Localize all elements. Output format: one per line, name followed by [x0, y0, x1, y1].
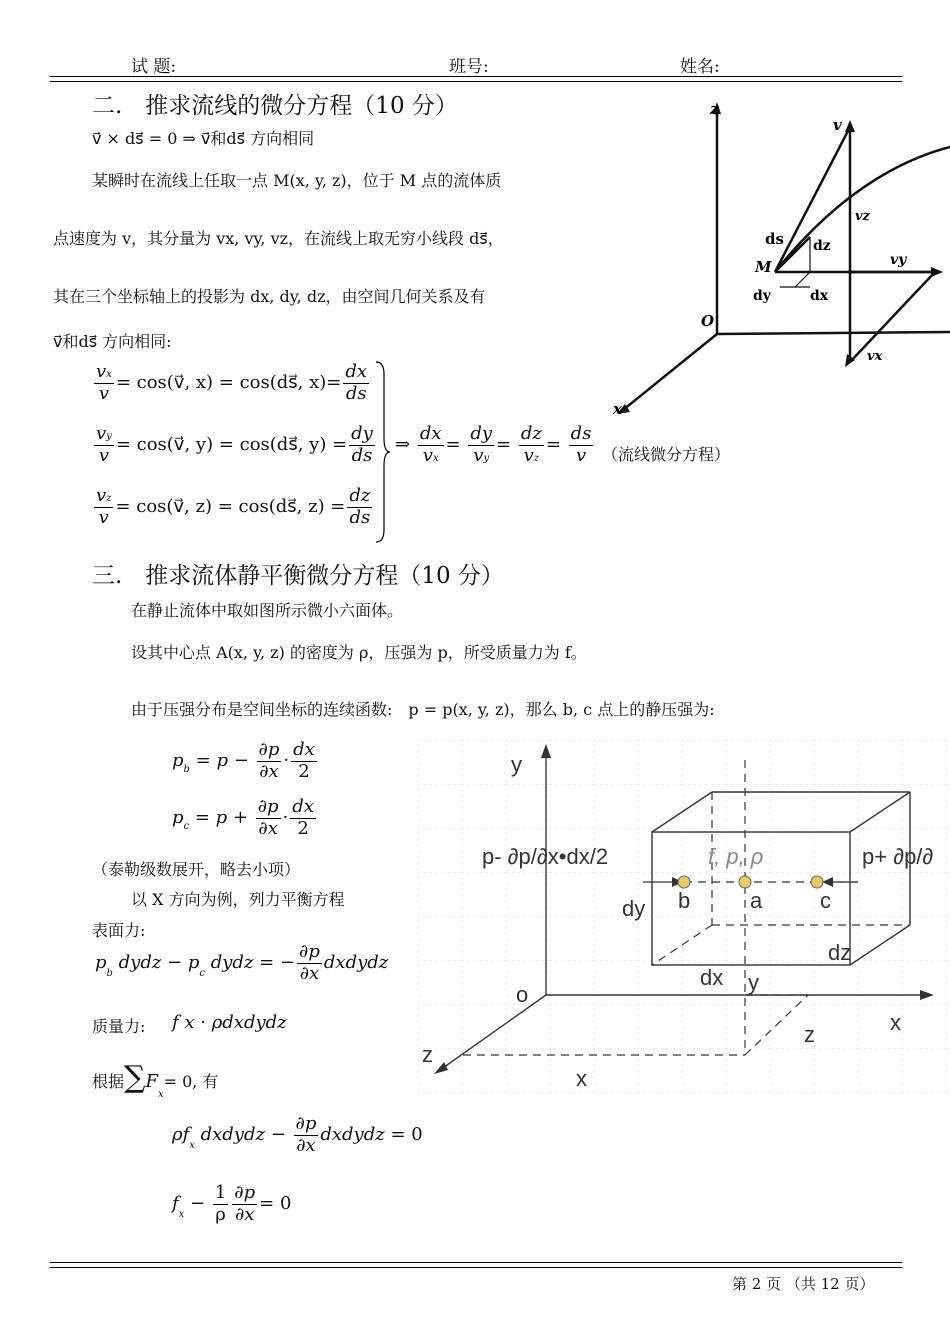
hexahedron-diagram — [418, 740, 950, 1095]
equation-z: $\frac{vz}{v}$ = cos(v⃗, z) = cos(ds⃗, z) = $\frac{dz}{ds}$ — [96, 485, 371, 528]
section3-line2: 设其中心点 A(x, y, z) 的密度为 ρ，压强为 p，所受质量力为 f。 — [131, 643, 587, 662]
streamline-note: （流线微分方程） — [602, 445, 731, 464]
header-rule-2 — [50, 81, 902, 82]
exam-label: 试 题: — [131, 57, 177, 77]
sum-suffix: = 0, 有 — [163, 1072, 219, 1091]
fig2-label-z: z — [804, 1022, 815, 1047]
pressure-b: $p_b = p$ − $\frac{\partial p}{\partial x}$ · $\frac{dx}{2}$ — [172, 739, 315, 782]
fig2-label-dx: dx — [700, 965, 724, 990]
equation-x-text: = cos(v⃗, x) = cos(ds⃗, x)= — [115, 372, 342, 394]
fig2-label-a: a — [750, 888, 763, 913]
page-number: 第 2 页 （共 12 页） — [732, 1275, 875, 1293]
section2-line3: 点速度为 v，其分量为 vx, vy, vz，在流线上取无穷小线段 ds⃗， — [53, 229, 504, 248]
fig1-label-vy: vy — [890, 252, 907, 268]
fig2-label-z2: z — [422, 1042, 433, 1067]
pressure-c: $p_c = p$ + $\frac{\partial p}{\partial x}$ · $\frac{dx}{2}$ — [172, 796, 314, 839]
sum-prefix: 根据 — [92, 1072, 125, 1091]
fig1-label-z: z — [710, 100, 719, 118]
fig1-label-M: M — [755, 258, 772, 276]
surface-force-eq: $p_b$ dydz − $p_c$ dydz = − $\frac{\partial p}{\partial x}$ dxdydz — [95, 941, 389, 984]
fig2-label-y: y — [511, 752, 522, 777]
fig1-label-vx: vx — [867, 349, 883, 364]
balance-eq-1: $\rho f_x$ dxdydz − $\frac{\partial p}{\partial x}$ dxdydz = 0 — [172, 1113, 423, 1156]
section2-line2: 某瞬时在流线上任取一点 M(x, y, z)，位于 M 点的流体质 — [92, 171, 502, 190]
streamline-equation: ⇒ $\frac{dx}{vx}$ = $\frac{dy}{vy}$ = $\frac{dz}{vz}$ = $\frac{ds}{v}$ — [395, 423, 592, 466]
right-brace — [372, 360, 392, 545]
fig1-label-dz: dz — [813, 238, 831, 254]
fig2-label-dy: dy — [622, 896, 646, 921]
fig1-label-ds: ds — [765, 230, 784, 248]
surface-force-label: 表面力: — [92, 921, 146, 940]
fig1-label-x: x — [613, 400, 622, 418]
equation-x: $\frac{vx}{v}$ = cos(v⃗, x) = cos(ds⃗, x)= $\frac{dx}{ds}$ — [96, 361, 368, 404]
fig2-label-c: c — [820, 888, 831, 913]
section2-line4: 其在三个坐标轴上的投影为 dx, dy, dz，由空间几何关系及有 — [53, 287, 486, 306]
fig2-right-pressure: p+ ∂p/∂ — [862, 844, 934, 869]
class-label: 班号: — [449, 57, 489, 77]
footer-rule-1 — [50, 1262, 902, 1263]
fig2-left-pressure: p- ∂p/∂x•dx/2 — [482, 844, 609, 869]
fig1-label-vz: vz — [855, 209, 870, 224]
name-label: 姓名: — [680, 57, 720, 77]
fig1-label-O: O — [701, 312, 715, 330]
fig2-label-o: o — [516, 982, 529, 1007]
section3-line3: 由于压强分布是空间坐标的连续函数: p = p(x, y, z)，那么 b, c 点上的静压强为: — [131, 700, 715, 719]
sum-forces: 根据$\sum F_x= 0$, 有 — [92, 1060, 219, 1100]
section2-line1: v⃗ × ds⃗ = 0 ⇒ v⃗和ds⃗ 方向相同 — [92, 129, 315, 148]
fig1-label-dy: dy — [753, 288, 771, 304]
header-rule-1 — [50, 76, 902, 77]
balance-eq-2: $f_x$ − $\frac{1}{\rho}$ $\frac{\partial p}{\partial x}$ = 0 — [172, 1182, 292, 1225]
section3-title: 三. 推求流体静平衡微分方程（10 分） — [92, 563, 504, 589]
fig2-label-x: x — [890, 1010, 901, 1035]
mass-force-eq: f x · ρdxdydz — [172, 1012, 287, 1033]
section3-line1: 在静止流体中取如图所示微小六面体。 — [131, 601, 404, 620]
fig1-label-dx: dx — [810, 288, 829, 304]
velocity-diagram — [605, 92, 950, 422]
fig1-label-v: v — [833, 116, 842, 134]
fig2-label-dz: dz — [828, 940, 852, 965]
equation-z-text: = cos(v⃗, z) = cos(ds⃗, z) = — [115, 496, 346, 518]
fig2-label-fpr: f, p, ρ — [708, 844, 764, 869]
equation-y-text: = cos(v⃗, y) = cos(ds⃗, y) = — [115, 434, 348, 456]
x-direction-text: 以 X 方向为例，列力平衡方程 — [131, 890, 345, 909]
mass-force-label: 质量力: — [92, 1017, 146, 1036]
section2-title: 二. 推求流线的微分方程（10 分） — [92, 93, 458, 119]
equation-y: $\frac{vy}{v}$ = cos(v⃗, y) = cos(ds⃗, y) = $\frac{dy}{ds}$ — [96, 423, 373, 466]
fig2-label-y2: y — [748, 970, 759, 995]
section2-line5: v⃗和ds⃗ 方向相同: — [53, 332, 172, 351]
taylor-note: （泰勒级数展开，略去小项） — [92, 860, 301, 879]
footer-rule-2 — [50, 1267, 902, 1268]
fig2-label-x2: x — [576, 1066, 587, 1091]
fig2-label-b: b — [678, 888, 691, 913]
